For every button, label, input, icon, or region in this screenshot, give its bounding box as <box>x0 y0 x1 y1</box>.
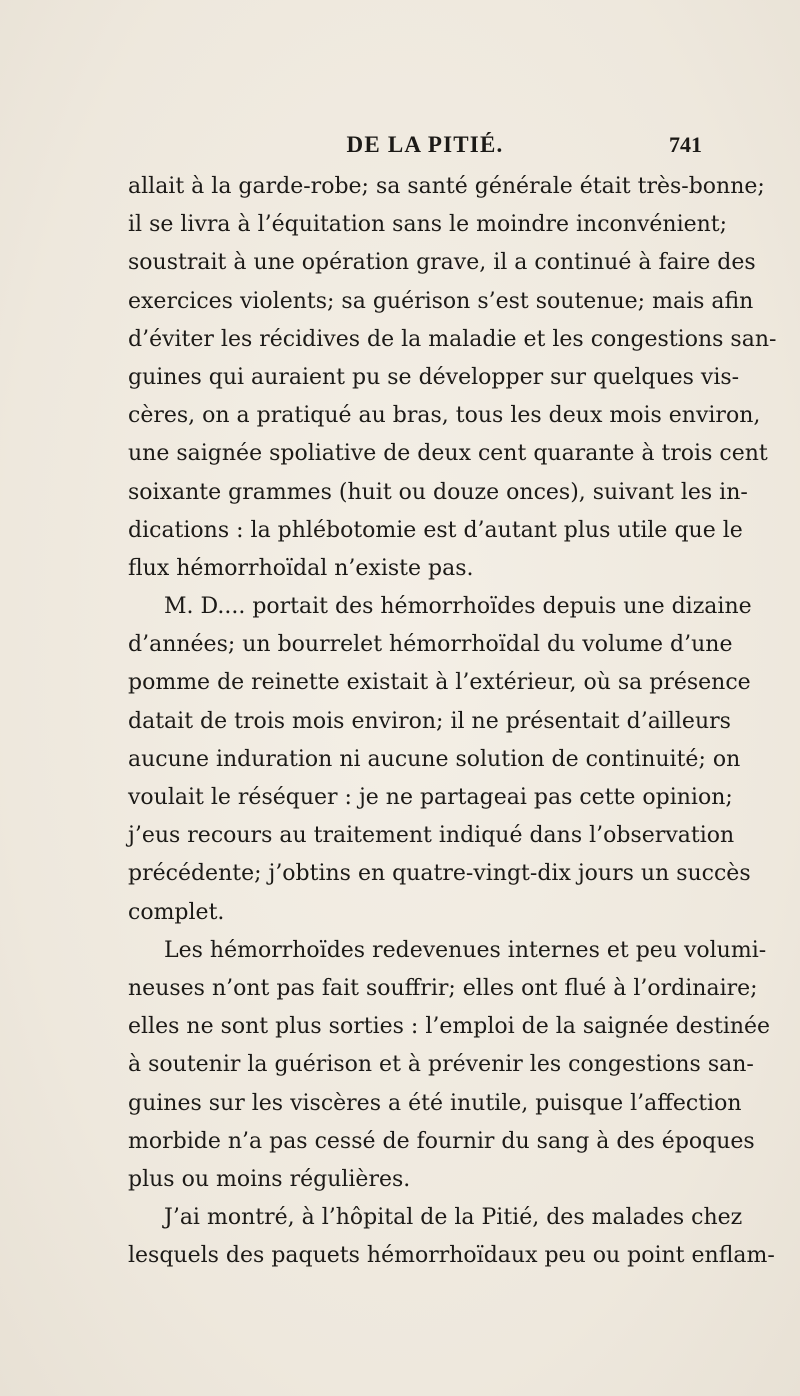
text-line: cères, on a pratiqué au bras, tous les deux mois environ, <box>128 403 761 429</box>
text-line: Les hémorrhoïdes redevenues internes et peu volumi- <box>164 937 767 963</box>
text-line: complet. <box>128 899 225 925</box>
text-line: soustrait à une opération grave, il a continué à faire des <box>128 250 756 276</box>
text-line: d’années; un bourrelet hémorrhoïdal du volume d’une <box>128 632 733 658</box>
text-line: exercices violents; sa guérison s’est soutenue; mais afin <box>128 288 754 314</box>
text-line: il se livra à l’équitation sans le moindre inconvénient; <box>128 212 728 238</box>
text-line: j’eus recours au traitement indiqué dans l’observation <box>128 823 735 849</box>
text-line: allait à la garde-robe; sa santé générale était très-bonne; <box>128 174 765 199</box>
text-line: flux hémorrhoïdal n’existe pas. <box>128 555 474 581</box>
text-line: guines qui auraient pu se développer sur quelques vis- <box>128 364 740 390</box>
text-line: aucune induration ni aucune solution de continuité; on <box>128 746 741 772</box>
text-line: une saignée spoliative de deux cent quarante à trois cent <box>128 441 768 467</box>
text-line: neuses n’ont pas fait souffrir; elles ont flué à l’ordinaire; <box>128 975 758 1001</box>
text-line: dications : la phlébotomie est d’autant plus utile que le <box>128 517 743 543</box>
text-line: datait de trois mois environ; il ne présentait d’ailleurs <box>128 708 731 734</box>
running-title: DE LA PITIÉ. <box>346 132 504 157</box>
text-line: morbide n’a pas cessé de fournir du sang à des époques <box>128 1128 755 1154</box>
text-line: à soutenir la guérison et à prévenir les congestions san- <box>128 1052 754 1078</box>
body-text <box>128 168 777 1275</box>
running-head <box>0 132 800 162</box>
text-line: plus ou moins régulières. <box>128 1166 411 1192</box>
text-line: précédente; j’obtins en quatre-vingt-dix jours un succès <box>128 861 751 887</box>
text-line: soixante grammes (huit ou douze onces), suivant les in- <box>128 479 748 505</box>
text-line: d’éviter les récidives de la maladie et les congestions san- <box>128 326 777 352</box>
page-number: 741 <box>669 132 702 157</box>
text-line: J’ai montré, à l’hôpital de la Pitié, des malades chez <box>164 1205 743 1231</box>
text-line: M. D.... portait des hémorrhoïdes depuis une dizaine <box>164 594 752 620</box>
text-line: voulait le réséquer : je ne partageai pas cette opinion; <box>128 785 733 810</box>
text-line: guines sur les viscères a été inutile, puisque l’affection <box>128 1090 742 1116</box>
text-line: pomme de reinette existait à l’extérieur, où sa présence <box>128 670 751 696</box>
text-line: lesquels des paquets hémorrhoïdaux peu ou point enflam- <box>128 1243 775 1269</box>
text-line: elles ne sont plus sorties : l’emploi de la saignée destinée <box>128 1014 771 1040</box>
